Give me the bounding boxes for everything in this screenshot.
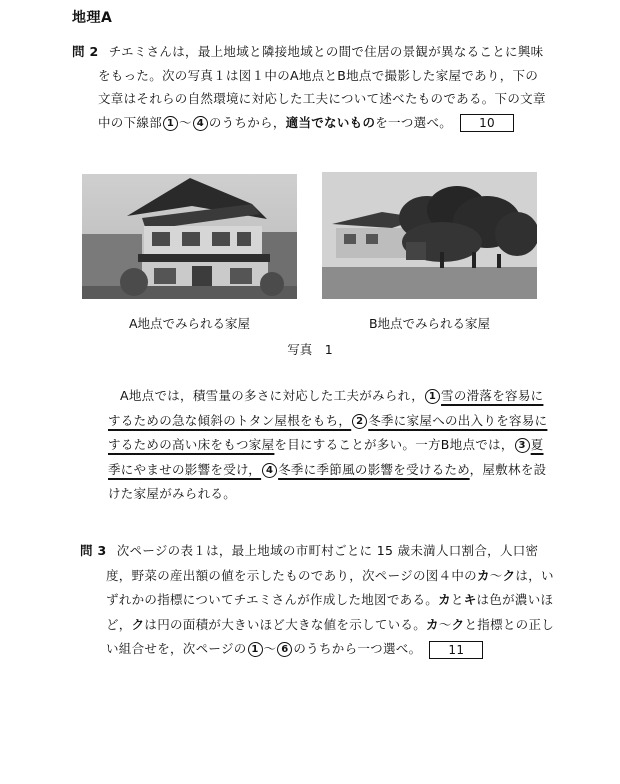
answer-box-10[interactable]: 10 <box>460 114 514 132</box>
question-3 <box>80 539 570 662</box>
underline-marker-1: 1 <box>425 389 440 404</box>
photo-a-caption: A地点でみられる家屋 <box>128 316 251 331</box>
question-2-line-3: 文章はそれらの自然環境に対応した工夫について述べたものである。下の文章 <box>98 91 546 106</box>
underline-1-cont: するための急な傾斜のトタン屋根をもち， <box>108 412 352 428</box>
underline-marker-3: 3 <box>515 438 530 453</box>
choice-marker: 1 <box>248 642 263 657</box>
question-3-line-1: 問 3 次ページの表１は，最上地域の市町村ごとに 15 歳未満人口割合，人口密 <box>80 543 539 558</box>
question-2-line-1: 問 2 チエミさんは，最上地域と隣接地域との間で住居の景観が異なることに興味 <box>72 44 544 59</box>
underline-3-cont: 季にやませの影響を受け， <box>108 461 262 477</box>
question-2 <box>72 40 562 134</box>
underline-3: 夏 <box>530 437 544 452</box>
question-3-line-3: ずれかの指標についてチエミさんが作成した地図である。カとキは色が濃いほ <box>106 592 554 607</box>
passage-line-2 <box>108 409 558 434</box>
photo-b-caption: B地点でみられる家屋 <box>368 316 491 331</box>
question-3-number: 問 3 <box>80 543 107 558</box>
question-3-line-2: 度，野菜の産出額の値を示したものであり，次ページの図４中のカ～クは，い <box>106 567 554 583</box>
answer-box-11[interactable]: 11 <box>429 641 483 659</box>
passage-line-3: するための高い床をもつ家屋を目にすることが多い。一方B地点では， 3 夏 <box>108 437 544 452</box>
choice-marker: 4 <box>193 116 208 131</box>
photo-a-house <box>82 174 297 299</box>
underline-marker-2: 2 <box>352 414 367 429</box>
photo-label: 写真 1 <box>287 342 333 357</box>
subject-title: 地理A <box>72 10 113 26</box>
passage <box>108 384 558 507</box>
question-3-line-4: ど，クは円の面積が大きいほど大きな値を示している。カ～クと指標との正し <box>106 616 555 632</box>
choice-marker: 1 <box>163 116 178 131</box>
question-2-number: 問 2 <box>72 44 99 59</box>
underline-1: 雪の滑落を容易に <box>441 388 544 403</box>
photo-b-house <box>322 172 537 299</box>
photo-a-image <box>82 174 297 299</box>
question-2-line-2: をもった。次の写真１は図１中のA地点とB地点で撮影した家屋であり，下の <box>98 67 539 83</box>
underline-2-cont: するための高い床をもつ家屋 <box>108 437 275 452</box>
passage-line-1: A地点では，積雪量の多さに対応した工夫がみられ， 1 雪の滑落を容易に <box>120 388 544 403</box>
passage-line-4: 季にやませの影響を受け， 4 冬季に季節風の影響を受けるため，屋敷林を設 <box>108 461 547 477</box>
question-2-line-4: 中の下線部 1 ～ 4 のうちから，適当でないものを一つ選べ。 10 <box>72 111 562 135</box>
underline-4: 冬季に季節風の影響を受けるため <box>278 461 470 477</box>
underline-marker-4: 4 <box>262 463 277 478</box>
question-3-line-5: い組合せを，次ページの 1 ～ 6 のうちから一つ選べ。 11 <box>80 637 570 662</box>
passage-line-5: けた家屋がみられる。 <box>108 486 237 501</box>
photo-b-image <box>322 172 537 299</box>
choice-marker: 6 <box>277 642 292 657</box>
emphasis-not-appropriate: 適当でないもの <box>285 114 376 130</box>
underline-2: 冬季に家屋への出入りを容易に <box>368 412 548 428</box>
